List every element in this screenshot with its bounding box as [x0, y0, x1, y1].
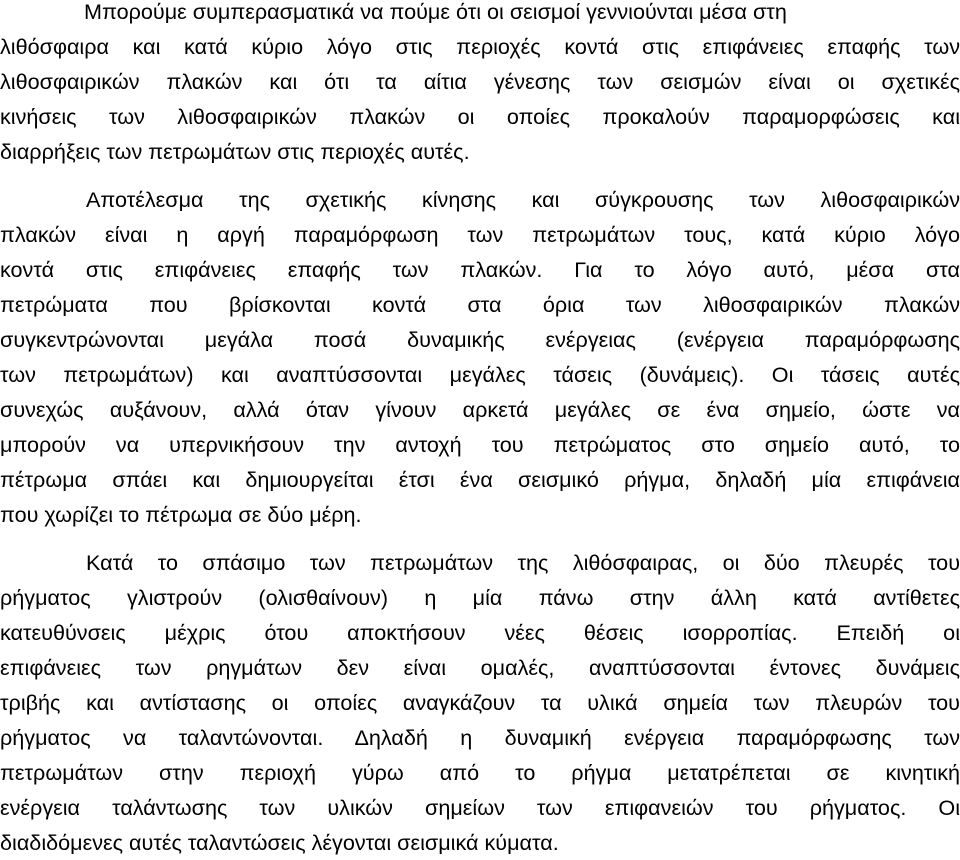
paragraph-line: συγκεντρώνονται μεγάλα ποσά δυναμικής ενέργειας (ενέργεια παραμόρφωσης [0, 327, 960, 352]
paragraph-line: κοντά στις επιφάνειες επαφής των πλακών. Για το λόγο αυτό, μέσα στα [0, 257, 960, 282]
paragraph-line: συνεχώς αυξάνουν, αλλά όταν γίνουν αρκετά μεγάλες σε ένα σημείο, ώστε να [0, 397, 960, 422]
paragraph-line: μπορούν να υπερνικήσουν την αντοχή του πετρώματος στο σημείο αυτό, το [0, 432, 960, 457]
paragraph-line: των πετρωμάτων) και αναπτύσσονται μεγάλες τάσεις (δυνάμεις). Οι τάσεις αυτές [0, 362, 960, 387]
paragraph-line: διαδιδόμενες αυτές ταλαντώσεις λέγονται σεισμικά κύματα. [0, 830, 559, 855]
paragraph-line: πετρωμάτων στην περιοχή γύρω από το ρήγμα μετατρέπεται σε κινητική [0, 760, 960, 785]
paragraph-line: επιφάνειες των ρηγμάτων δεν είναι ομαλές, αναπτύσσονται έντονες δυνάμεις [0, 655, 960, 680]
paragraph-line: διαρρήξεις των πετρωμάτων στις περιοχές αυτές. [0, 139, 470, 164]
paragraph-line: Αποτέλεσμα της σχετικής κίνησης και σύγκρουσης των λιθοσφαιρικών [86, 187, 960, 212]
paragraph-line: λιθοσφαιρικών πλακών και ότι τα αίτια γένεσης των σεισμών είναι οι σχετικές [0, 69, 960, 94]
paragraph-line: ρήγματος γλιστρούν (ολισθαίνουν) η μία πάνω στην άλλη κατά αντίθετες [0, 585, 960, 610]
paragraph-line: ενέργεια ταλάντωσης των υλικών σημείων των επιφανειών του ρήγματος. Οι [0, 795, 960, 820]
paragraph-line: κινήσεις των λιθοσφαιρικών πλακών οι οποίες προκαλούν παραμορφώσεις και [0, 104, 960, 129]
paragraph-line: ρήγματος να ταλαντώνονται. Δηλαδή η δυναμική ενέργεια παραμόρφωσης των [0, 725, 960, 750]
paragraph-line: Κατά το σπάσιμο των πετρωμάτων της λιθόσφαιρας, οι δύο πλευρές του [86, 550, 960, 575]
paragraph-line: τριβής και αντίστασης οι οποίες αναγκάζουν τα υλικά σημεία των πλευρών του [0, 690, 960, 715]
paragraph-line: πετρώματα που βρίσκονται κοντά στα όρια των λιθοσφαιρικών πλακών [0, 292, 960, 317]
paragraph-line: Μπορούμε συμπερασματικά να πούμε ότι οι σεισμοί γεννιούνται μέσα στη [84, 0, 787, 24]
paragraph-line: λιθόσφαιρα και κατά κύριο λόγο στις περιοχές κοντά στις επιφάνειες επαφής των [0, 34, 960, 59]
paragraph-line: που χωρίζει το πέτρωμα σε δύο μέρη. [0, 502, 362, 527]
paragraph-line: κατευθύνσεις μέχρις ότου αποκτήσουν νέες θέσεις ισορροπίας. Επειδή οι [0, 620, 960, 645]
paragraph-line: πλακών είναι η αργή παραμόρφωση των πετρωμάτων τους, κατά κύριο λόγο [0, 222, 960, 247]
paragraph-line: πέτρωμα σπάει και δημιουργείται έτσι ένα σεισμικό ρήγμα, δηλαδή μία επιφάνεια [0, 467, 960, 492]
